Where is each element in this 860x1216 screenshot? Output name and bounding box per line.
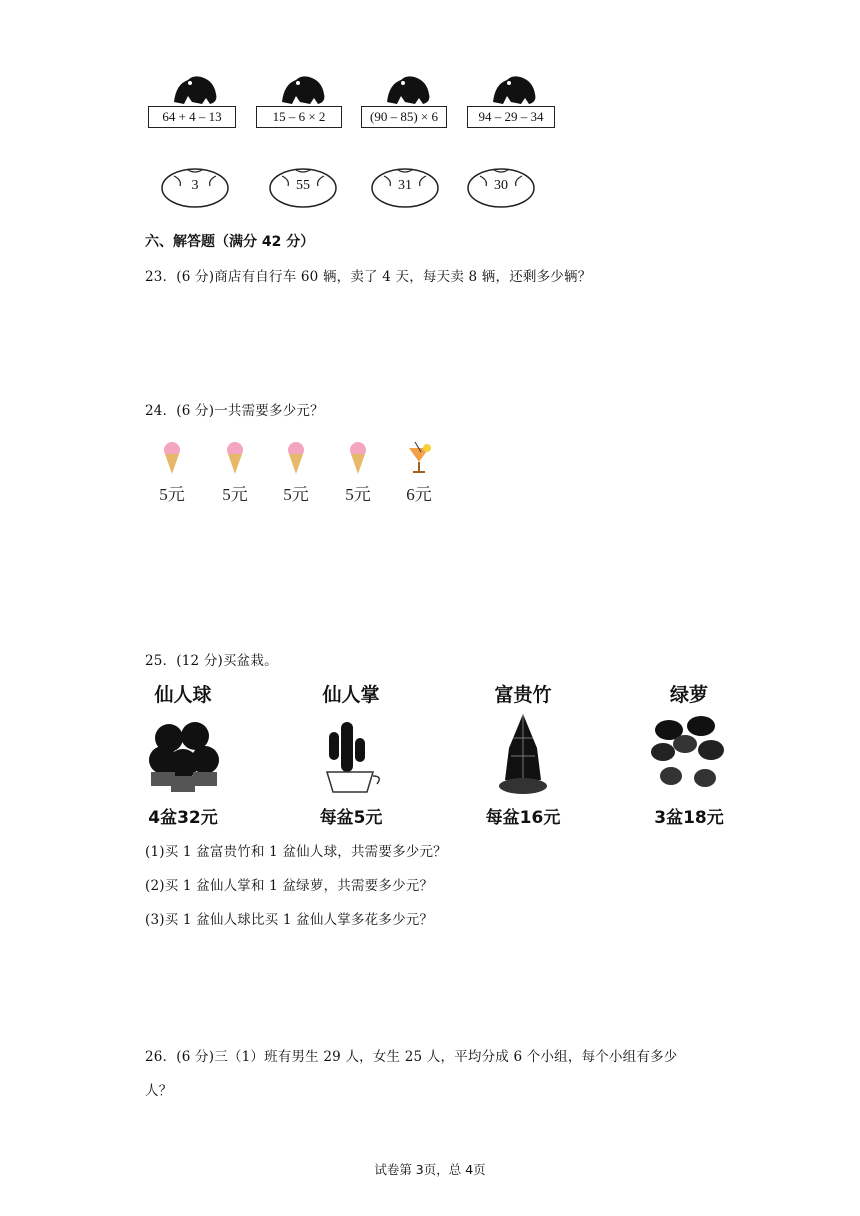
question-26-line-2: 人？ [145, 1083, 173, 1099]
plant-name: 绿萝 [669, 684, 708, 706]
ball-number: 31 [398, 178, 412, 193]
ice-cream-icon [152, 440, 192, 476]
question-25-part-3: (3)买 1 盆仙人球比买 1 盆仙人掌多花多少元？ [145, 912, 434, 928]
question-24: 24．(6 分)一共需要多少元？ [145, 403, 324, 419]
cactus-ball-icon [143, 708, 223, 800]
ball-number: 30 [494, 178, 508, 193]
expression-box: (90 – 85) × 6 [361, 106, 447, 128]
plant-price: 每盆5元 [319, 808, 383, 828]
q24-item-5 [399, 440, 439, 510]
question-25-part-1: (1)买 1 盆富贵竹和 1 盆仙人球，共需要多少元？ [145, 844, 447, 860]
plant-price: 3盆18元 [654, 808, 724, 828]
frog-icon [170, 72, 220, 108]
frog-icon [489, 72, 539, 108]
plant-price: 4盆32元 [148, 808, 218, 828]
q24-item-4 [338, 440, 378, 510]
frog-icon [278, 72, 328, 108]
ice-cream-icon [338, 440, 378, 476]
plant-lucky-bamboo [468, 680, 578, 840]
section-title: 六、解答题（满分 42 分） [145, 234, 315, 250]
q24-item-2 [215, 440, 255, 510]
cactus-icon [311, 708, 391, 800]
question-23: 23．(6 分)商店有自行车 60 辆，卖了 4 天，每天卖 8 辆，还剩多少辆？ [145, 269, 592, 285]
ice-cream-icon [276, 440, 316, 476]
plant-name: 富贵竹 [494, 684, 552, 706]
plant-price: 每盆16元 [485, 808, 561, 828]
question-26-line-1: 26．(6 分)三（1）班有男生 29 人，女生 25 人，平均分成 6 个小组，每个小组有多少 [145, 1049, 678, 1065]
price-label: 5元 [283, 485, 309, 504]
expression-box: 15 – 6 × 2 [256, 106, 342, 128]
frog-card-1 [148, 72, 268, 132]
frog-card-4 [467, 72, 587, 132]
price-label: 5元 [159, 485, 185, 504]
lucky-bamboo-icon [483, 708, 563, 800]
pothos-icon [649, 708, 729, 800]
q24-item-1 [152, 440, 192, 510]
question-25: 25．(12 分)买盆栽。 [145, 653, 278, 669]
drink-icon [399, 440, 439, 476]
price-label: 6元 [406, 485, 432, 504]
ball-2 [268, 166, 338, 210]
ice-cream-icon [215, 440, 255, 476]
plant-cactus-ball [128, 680, 238, 840]
expression-box: 64 + 4 – 13 [148, 106, 236, 128]
price-label: 5元 [222, 485, 248, 504]
expression-box: 94 – 29 – 34 [467, 106, 555, 128]
frog-icon [383, 72, 433, 108]
price-label: 5元 [345, 485, 371, 504]
frog-card-2 [256, 72, 376, 132]
plant-cactus [296, 680, 406, 840]
question-25-part-2: (2)买 1 盆仙人掌和 1 盆绿萝，共需要多少元？ [145, 878, 434, 894]
ball-number: 55 [296, 178, 310, 193]
q24-item-3 [276, 440, 316, 510]
plant-name: 仙人球 [154, 684, 212, 706]
plant-name: 仙人掌 [322, 684, 380, 706]
frog-card-3 [361, 72, 481, 132]
ball-number: 3 [191, 178, 199, 193]
ball-4 [466, 166, 536, 210]
ball-3 [370, 166, 440, 210]
ball-1 [160, 166, 230, 210]
page-footer: 试卷第 3页，总 4页 [374, 1162, 486, 1177]
plant-pothos [634, 680, 744, 840]
